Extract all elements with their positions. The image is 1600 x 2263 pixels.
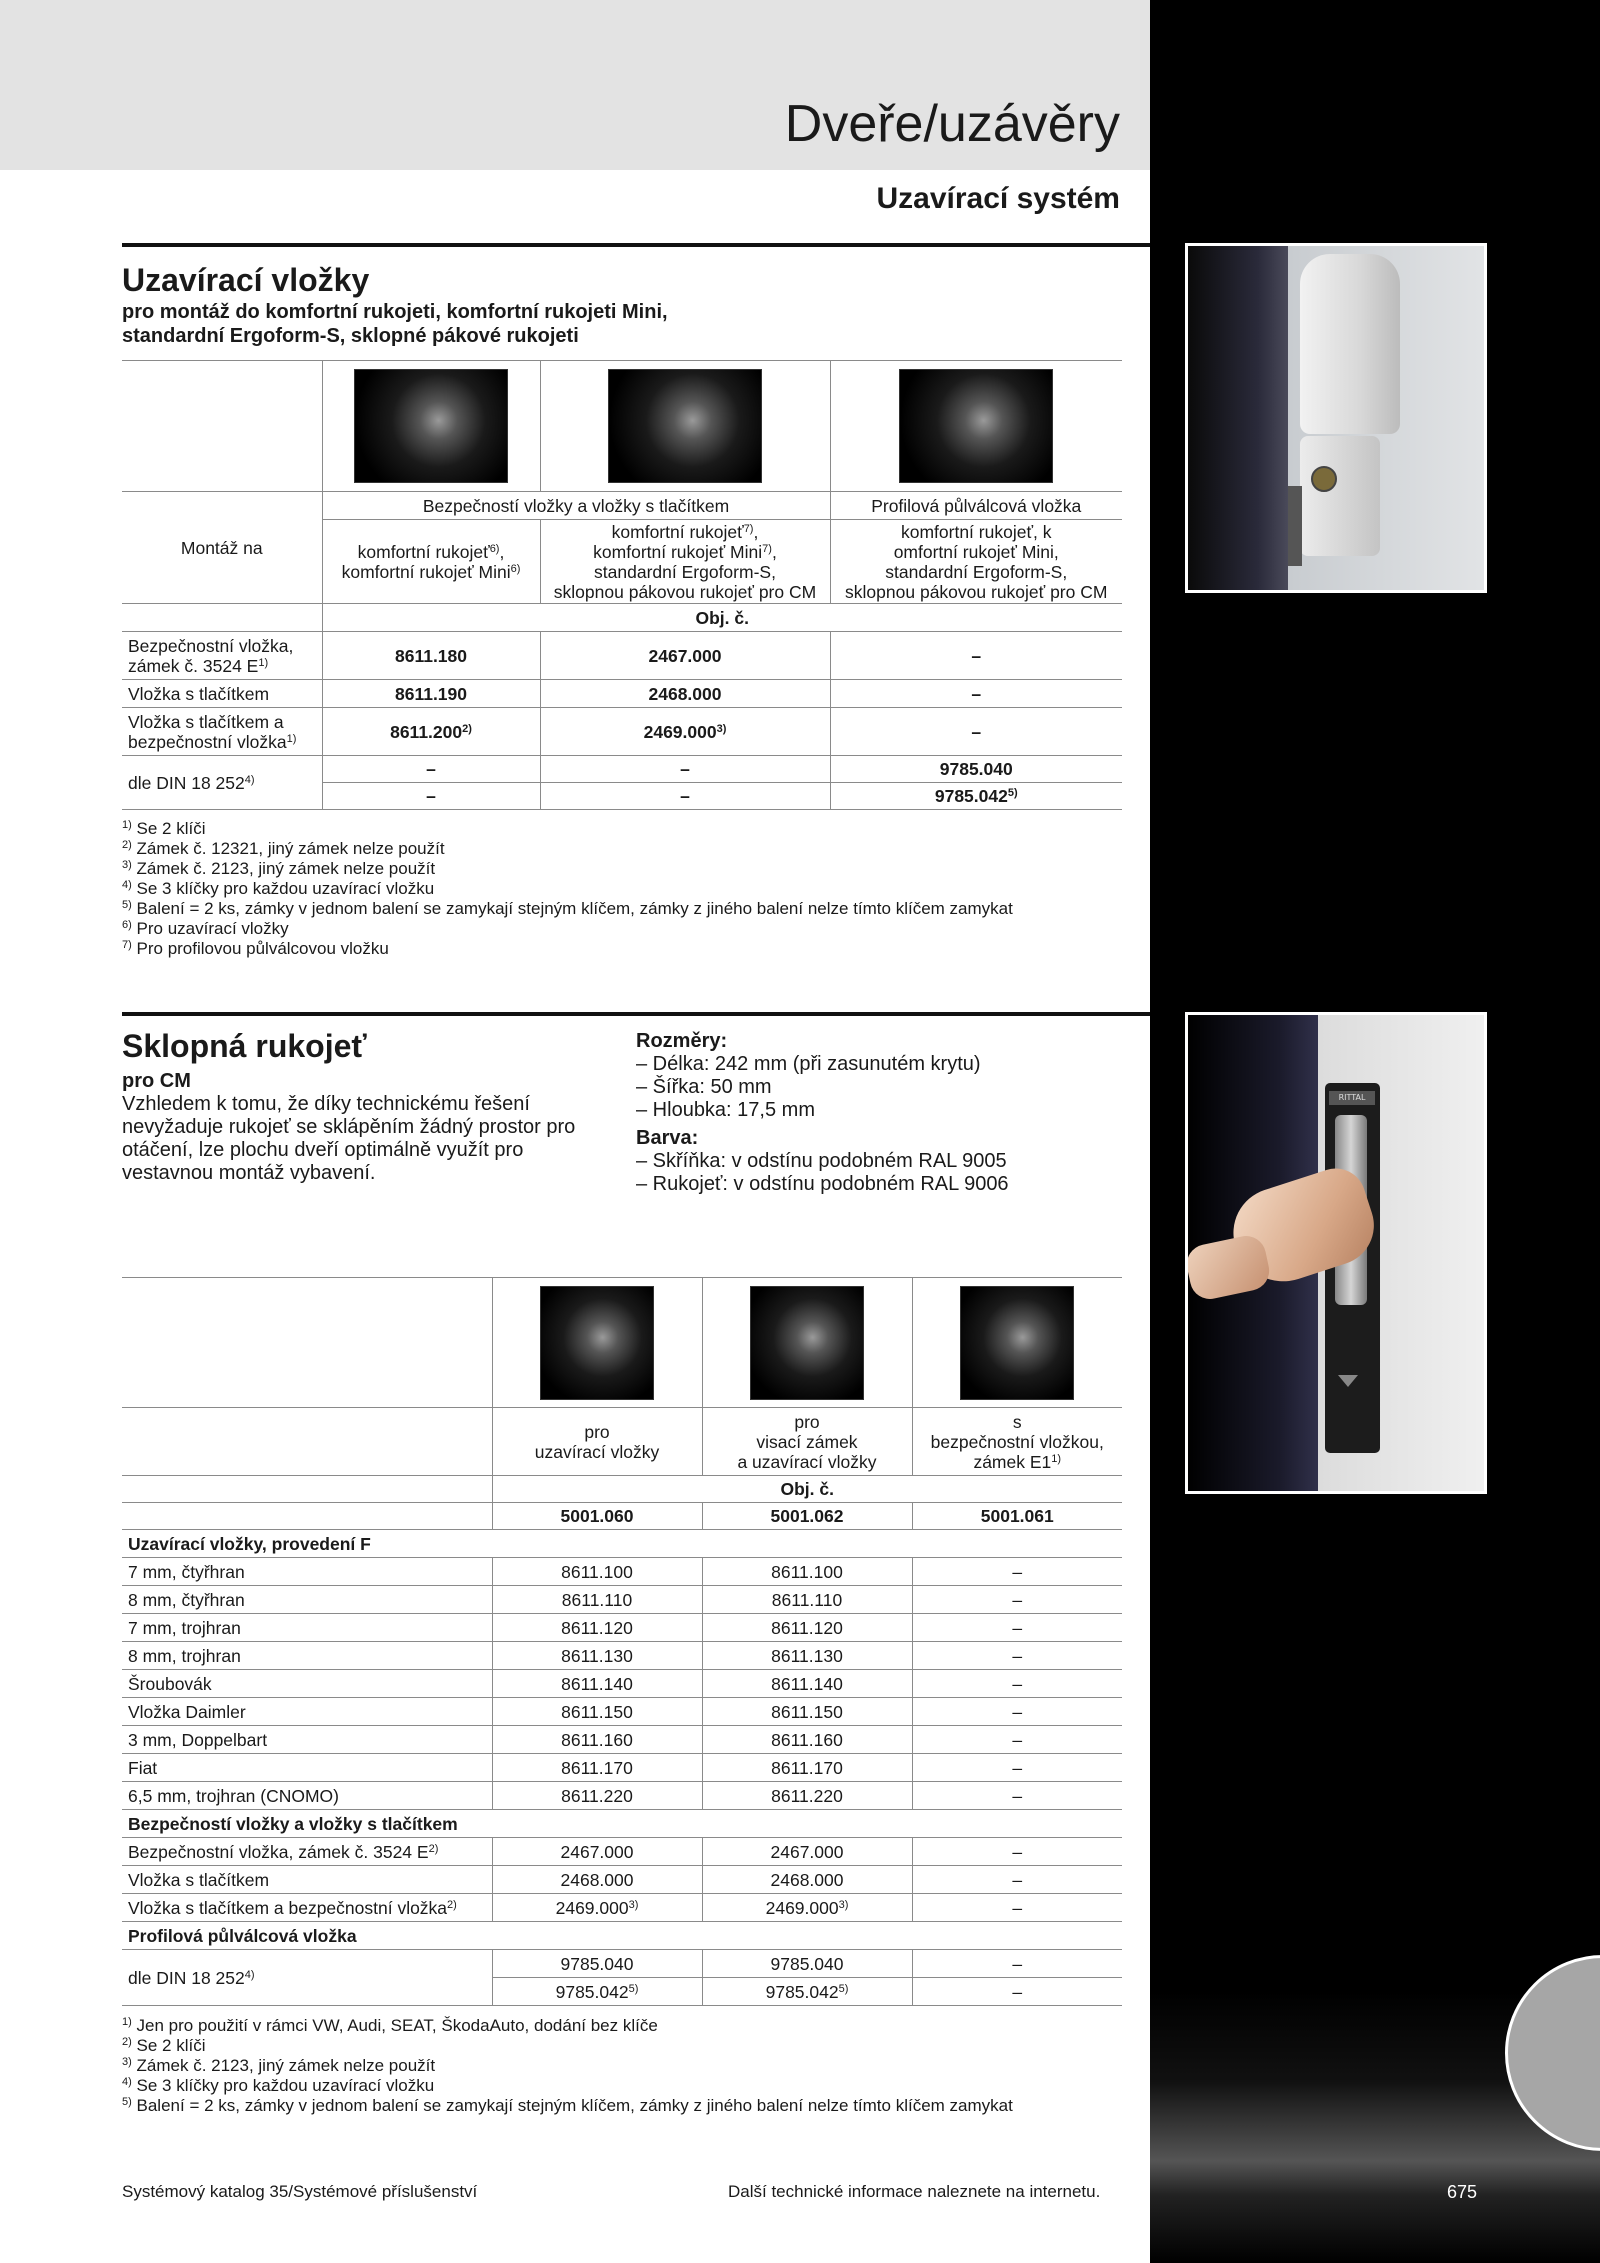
section2-description: Vzhledem k tomu, že díky technickému řešení nevyžaduje rukojeť se sklápěním žádný prostor pro otáčení, lze plochu dveří optimálně využít pro vestavnou montáž vybavení.: [122, 1093, 576, 1184]
mount-col1: komfortní rukojeť$^{6)}$, komfortní rukojeť Mini$^{6)}$: [322, 520, 540, 604]
group-header: Bezpečností vložky a vložky s tlačítkem: [122, 1810, 1122, 1838]
section1-footnotes: [122, 819, 1013, 959]
section2-specs: Rozměry: – Délka: 242 mm (při zasunutém krytu) – Šířka: 50 mm – Hloubka: 17,5 mm Barva: – Skříňka: v odstínu podobném RAL 9005 – Rukojeť: v odstínu podobném RAL 9006: [636, 1030, 1009, 1195]
footnote: $^{1)}$ Se 2 klíči: [122, 819, 206, 838]
table-row: dle DIN 18 252$^{4)}$ – – 9785.040: [122, 756, 1122, 783]
handle-photo-2: [750, 1286, 864, 1400]
footnote: $^{3)}$ Zámek č. 2123, jiný zámek nelze použít: [122, 859, 436, 878]
variant-col2: pro visací zámek a uzavírací vložky: [702, 1408, 912, 1476]
mount-col2: komfortní rukojeť$^{7)}$, komfortní rukojeť Mini$^{7)}$, standardní Ergoform-S, sklopnou pákovou rukojeť pro CM: [540, 520, 830, 604]
table-row: Šroubovák 8611.140 8611.140 –: [122, 1670, 1122, 1698]
footnote: $^{7)}$ Pro profilovou půlválcovou vložku: [122, 939, 389, 958]
variant-col1: pro uzavírací vložky: [492, 1408, 702, 1476]
table-row: Bezpečnostní vložka, zámek č. 3524 $E^{1)}$ 8611.180 2467.000 –: [122, 632, 1122, 680]
table-row: Vložka s tlačítkem a bezpečnostní vložka$^{1)}$ 8611.200$^{2)}$ 2469.000$^{3)}$ –: [122, 708, 1122, 756]
table-row: Bezpečnostní vložka, zámek č. 3524 $E^{2)}$ 2467.000 2467.000 –: [122, 1838, 1122, 1866]
table-row: Vložka s tlačítkem 8611.190 2468.000 –: [122, 680, 1122, 708]
table-row: 3 mm, Doppelbart 8611.160 8611.160 –: [122, 1726, 1122, 1754]
order-code: 5001.062: [702, 1503, 912, 1530]
section-divider: [122, 243, 1150, 247]
page-number: 675: [1447, 2182, 1478, 2202]
order-number-label: Obj. č.: [322, 604, 1122, 632]
table-row: 7 mm, čtyřhran 8611.100 8611.100 –: [122, 1558, 1122, 1586]
group-security-header: Bezpečností vložky a vložky s tlačítkem: [322, 492, 830, 520]
mount-label: Montáž na: [122, 492, 322, 604]
section2-subtitle: pro CM: [122, 1070, 191, 1092]
group-header: Profilová půlválcová vložka: [122, 1922, 1122, 1950]
table-row: Vložka s tlačítkem 2468.000 2468.000 –: [122, 1866, 1122, 1894]
section2-footnotes: [122, 2016, 1013, 2116]
group-profile-header: Profilová půlválcová vložka: [830, 492, 1122, 520]
mount-col3: komfortní rukojeť, k omfortní rukojeť Mini, standardní Ergoform-S, sklopnou pákovou rukojeť pro CM: [830, 520, 1122, 604]
footnote: $^{4)}$ Se 3 klíčky pro každou uzavírací vložku: [122, 2076, 435, 2095]
group-header: Uzavírací vložky, provedení F: [122, 1530, 1122, 1558]
table-row: 8 mm, trojhran 8611.130 8611.130 –: [122, 1642, 1122, 1670]
section1-subtitle: pro montáž do komfortní rukojeti, komfortní rukojeti Mini, standardní Ergoform-S, sklopné pákové rukojeti: [122, 301, 668, 347]
handle-photo-3: [960, 1286, 1074, 1400]
brand-label: RITTAL: [1329, 1091, 1375, 1105]
section2-title: Sklopná rukojeť: [122, 1028, 367, 1064]
product-photo-button-inserts: [608, 369, 762, 483]
table-row: 6,5 mm, trojhran (CNOMO) 8611.220 8611.220 –: [122, 1782, 1122, 1810]
footnote: $^{5)}$ Balení = 2 ks, zámky v jednom balení se zamykají stejným klíčem, zámky z jiného balení nelze tímto klíčem zamykat: [122, 899, 1013, 918]
table-row: 9785.042$^{5)}$ 9785.042$^{5)}$ –: [122, 1978, 1122, 2006]
table-row: Vložka Daimler 8611.150 8611.150 –: [122, 1698, 1122, 1726]
footer-catalog: Systémový katalog 35/Systémové příslušenství: [122, 2182, 478, 2201]
page-subtitle: Uzavírací systém: [876, 182, 1120, 215]
order-code: 5001.060: [492, 1503, 702, 1530]
table-row: Vložka s tlačítkem a bezpečnostní vložka$^{2)}$ 2469.000$^{3)}$ 2469.000$^{3)}$ –: [122, 1894, 1122, 1922]
page-title: Dveře/uzávěry: [784, 95, 1120, 153]
section2-table: [122, 1277, 1122, 2006]
table-row: – – 9785.042$^{5)}$: [122, 783, 1122, 810]
table-row: 7 mm, trojhran 8611.120 8611.120 –: [122, 1614, 1122, 1642]
footnote: $^{3)}$ Zámek č. 2123, jiný zámek nelze použít: [122, 2056, 436, 2075]
table-row: 8 mm, čtyřhran 8611.110 8611.110 –: [122, 1586, 1122, 1614]
swing-handle-photo: [1185, 1012, 1487, 1494]
table-row: Fiat 8611.170 8611.170 –: [122, 1754, 1122, 1782]
section1-title: Uzavírací vložky: [122, 262, 370, 298]
product-photo-lock-inserts: [354, 369, 508, 483]
footnote: $^{2)}$ Zámek č. 12321, jiný zámek nelze použít: [122, 839, 445, 858]
order-number-label: Obj. č.: [492, 1476, 1122, 1503]
footnote: $^{6)}$ Pro uzavírací vložky: [122, 919, 289, 938]
product-photo-profile-cylinder: [899, 369, 1053, 483]
comfort-handle-photo: [1185, 243, 1487, 593]
section1-table: [122, 360, 1122, 810]
variant-col3: s bezpečnostní vložkou, zámek E1$^{1)}$: [912, 1408, 1122, 1476]
table-row: dle DIN 18 252$^{4)}$ 9785.040 9785.040 –: [122, 1950, 1122, 1978]
footnote: $^{1)}$ Jen pro použití v rámci VW, Audi, SEAT, ŠkodaAuto, dodání bez klíče: [122, 2016, 658, 2035]
footnote: $^{4)}$ Se 3 klíčky pro každou uzavírací vložku: [122, 879, 435, 898]
footnote: $^{2)}$ Se 2 klíči: [122, 2036, 206, 2055]
handle-photo-1: [540, 1286, 654, 1400]
footnote: $^{5)}$ Balení = 2 ks, zámky v jednom balení se zamykají stejným klíčem, zámky z jiného balení nelze tímto klíčem zamykat: [122, 2096, 1013, 2115]
section-divider: [122, 1012, 1150, 1016]
order-code: 5001.061: [912, 1503, 1122, 1530]
footer-info: Další technické informace naleznete na internetu.: [728, 2182, 1101, 2201]
